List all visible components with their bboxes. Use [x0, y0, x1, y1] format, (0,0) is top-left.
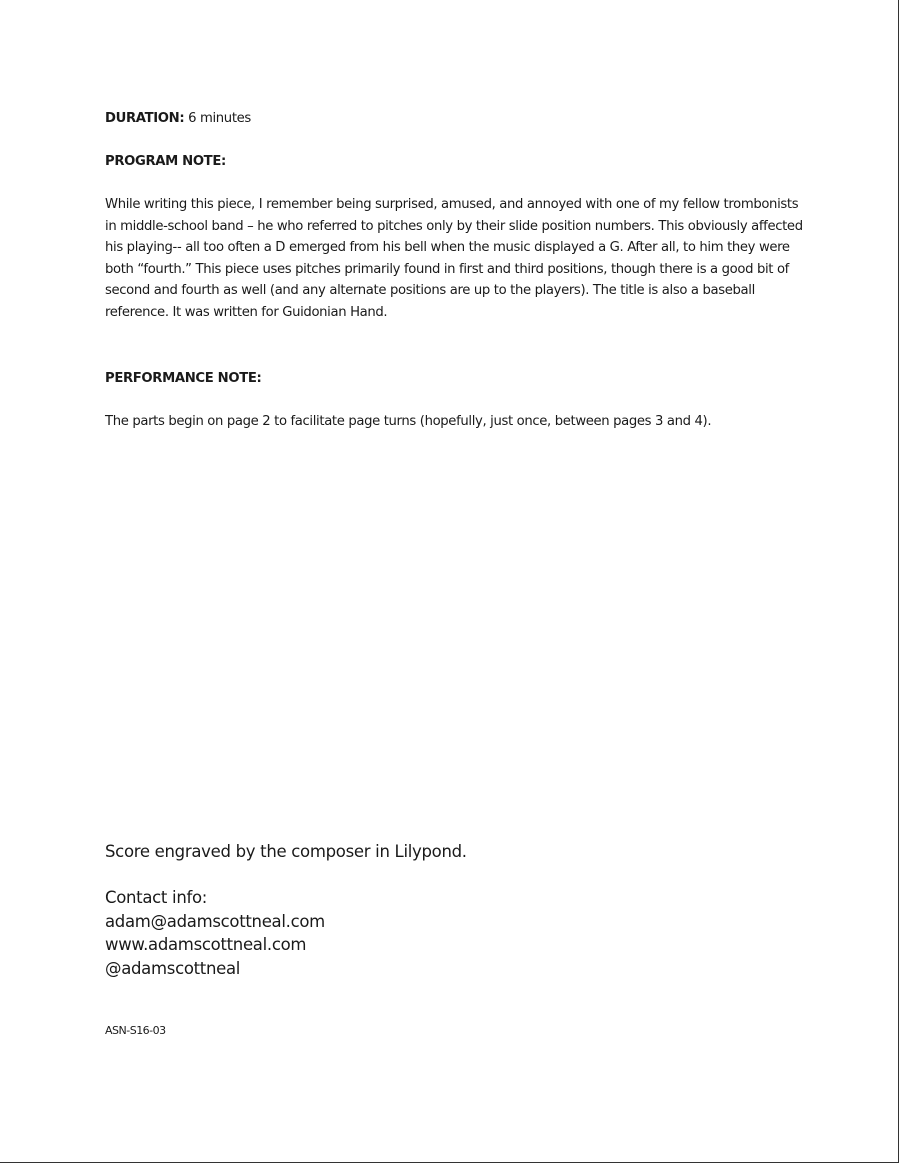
performance-note-heading: PERFORMANCE NOTE:: [105, 371, 262, 386]
contact-email: adam@adamscottneal.com: [105, 911, 325, 931]
duration-value: 6 minutes: [188, 111, 251, 126]
contact-label: Contact info:: [105, 888, 208, 907]
duration-line: [105, 108, 805, 130]
contact-website: www.adamscottneal.com: [105, 935, 307, 954]
program-note-heading: PROGRAM NOTE:: [105, 154, 226, 169]
engraving-credit: Score engraved by the composer in Lilypond.: [105, 842, 467, 861]
performance-note-body: The parts begin on page 2 to facilitate page turns (hopefully, just once, between pages 3 and 4).: [105, 414, 712, 429]
program-note-body: While writing this piece, I remember being surprised, amused, and annoyed with one of my fellow trombonists in middle-school band – he who referred to pitches only by their slide position numbers. This obviously affected his playing-- all too often a D emerged from his bell when the music displayed a G. After all, to him they were both “fourth.” This piece uses pitches primarily found in first and third positions, though there is a good bit of second and fourth as well (and any alternate positions are up to the players). The title is also a baseball reference. It was written for Guidonian Hand.: [105, 197, 803, 320]
contact-info: [105, 886, 805, 980]
contact-handle: @adamscottneal: [105, 958, 241, 978]
duration-label: DURATION:: [105, 111, 185, 126]
catalog-number: ASN-S16-03: [105, 1024, 166, 1037]
